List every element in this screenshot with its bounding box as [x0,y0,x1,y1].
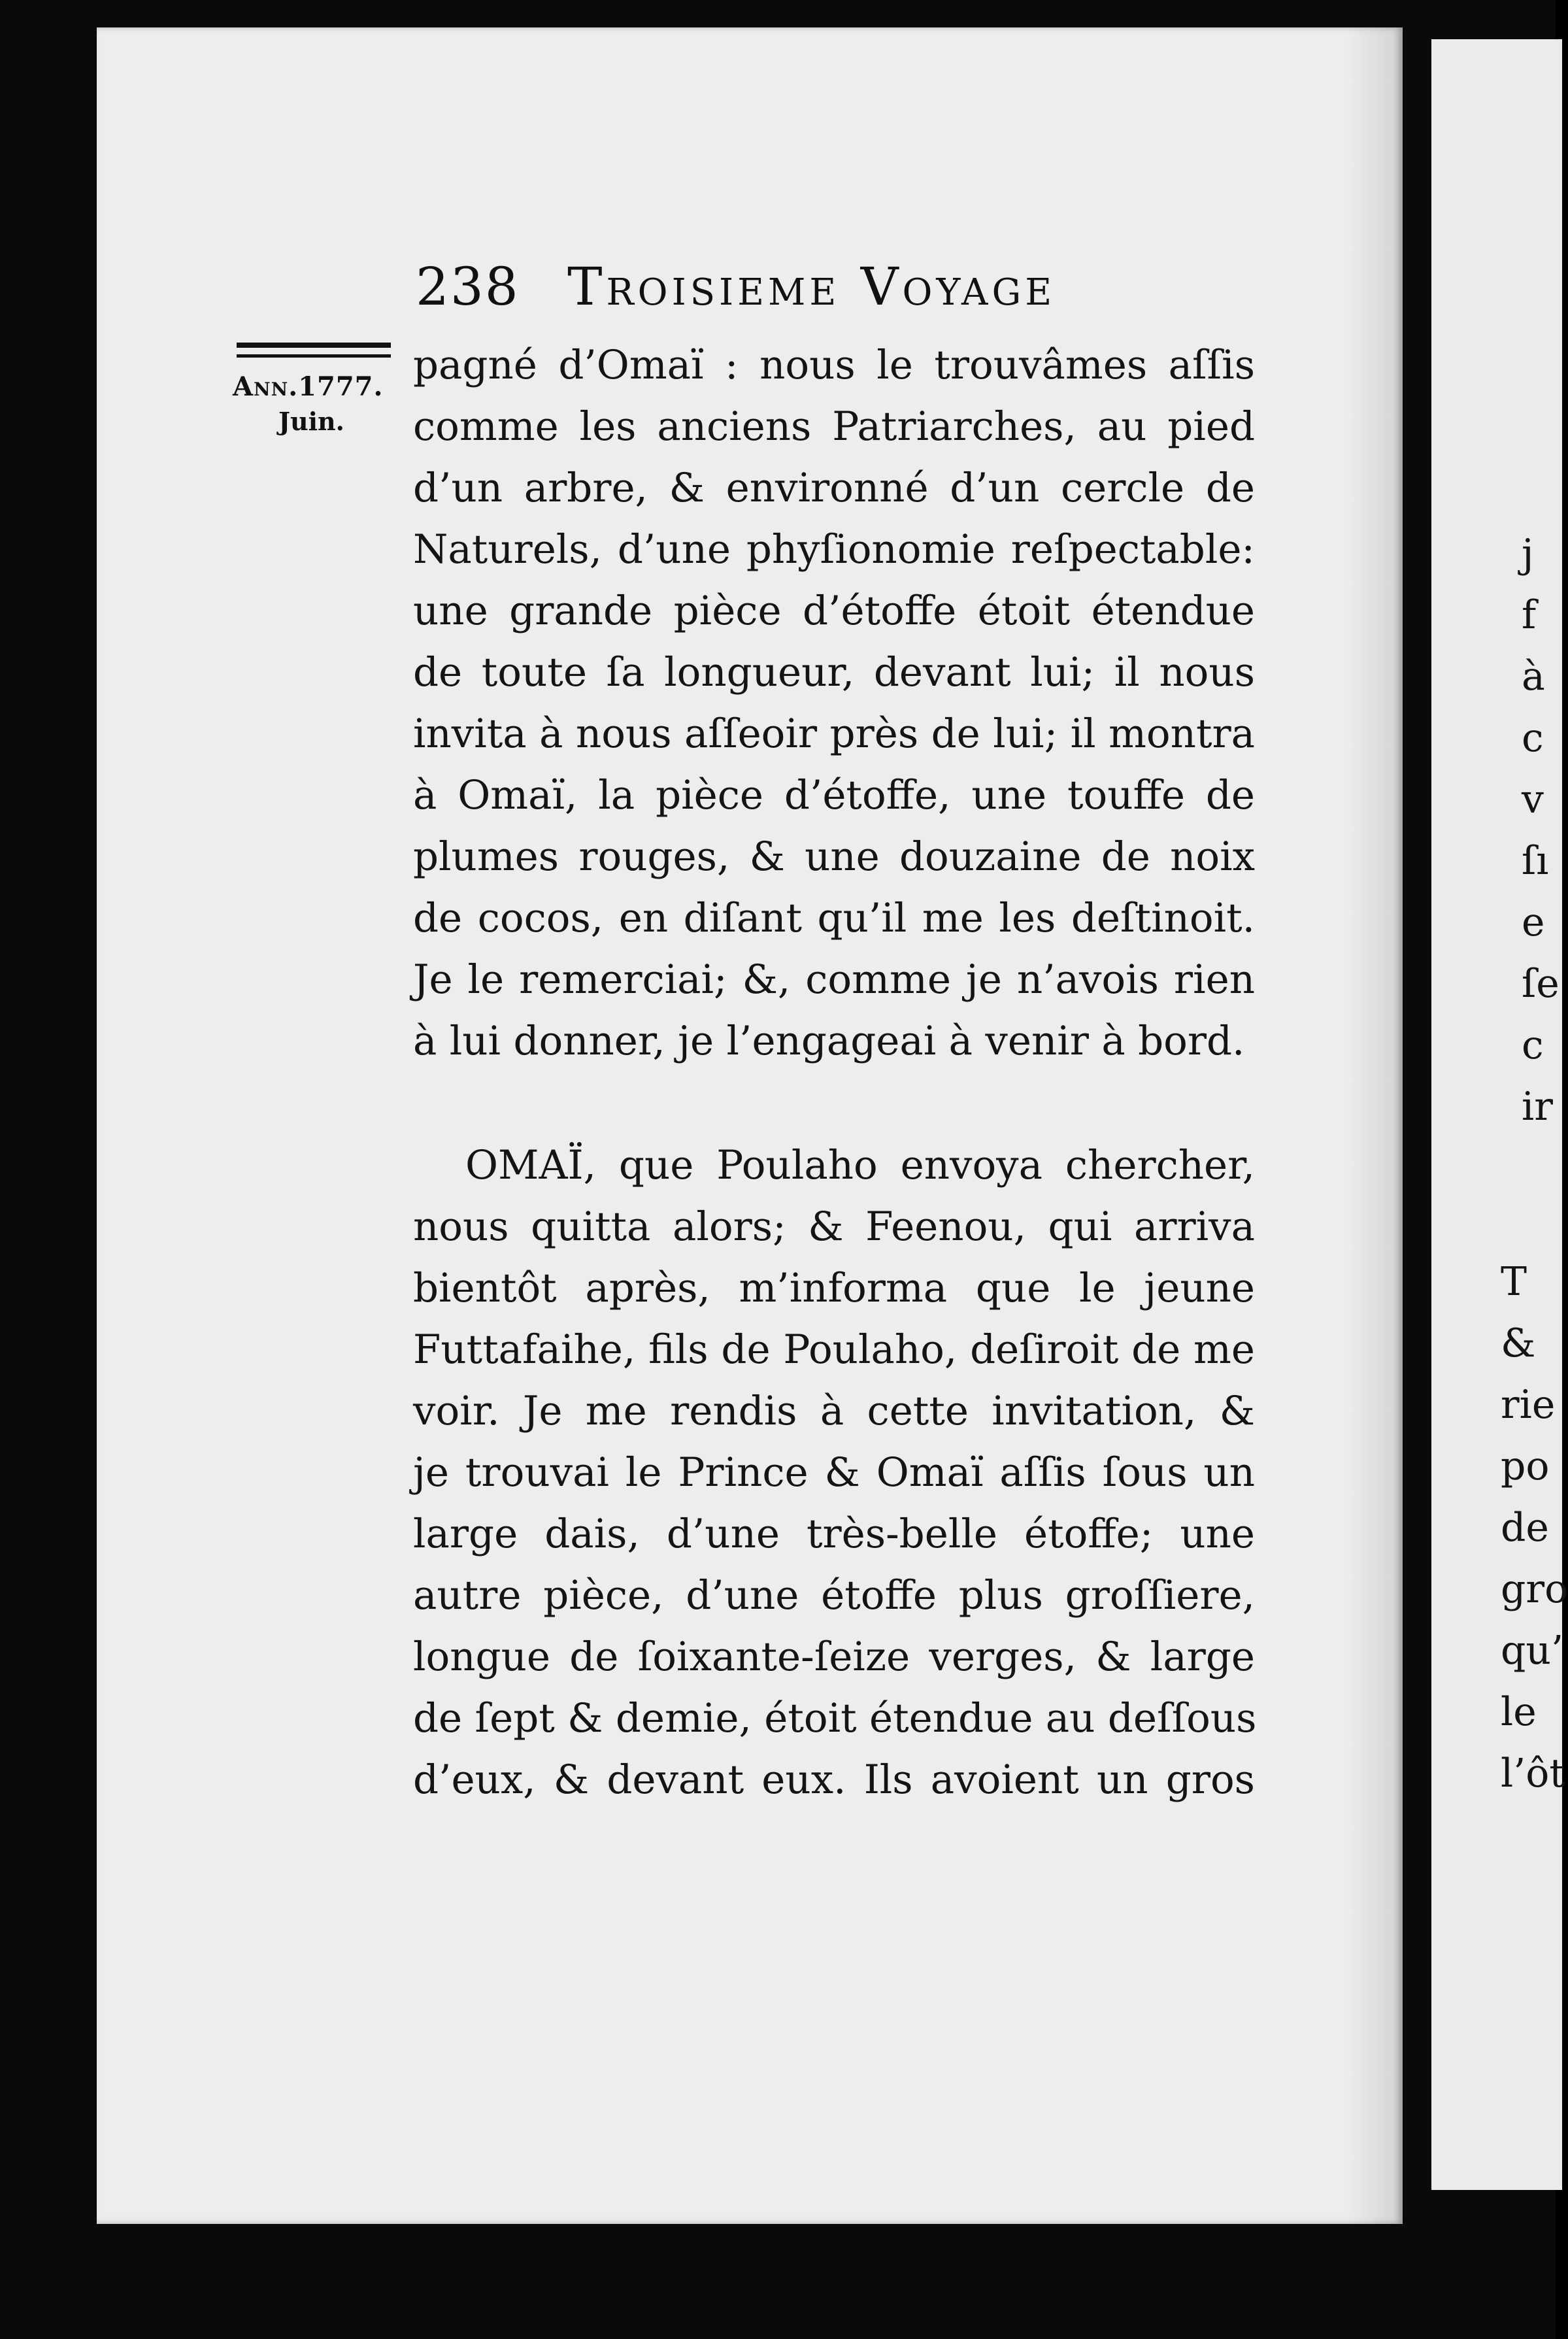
facing-fragment: rie [1501,1382,1556,1428]
text-line: d’un arbre, & environné d’un cercle de [413,465,1255,511]
facing-fragment: ir [1522,1084,1553,1130]
running-head [416,256,1148,328]
text-line: pagné d’Omaï : nous le trouvâmes aſſis [413,342,1255,388]
text-line: autre pièce, d’une étoffe plus groſſiere, [413,1572,1255,1619]
facing-fragment: c [1522,1022,1544,1068]
text-line: Je le remerciai; &, comme je n’avois rien [413,956,1255,1003]
text-line: nous quitta alors; & Feenou, qui arriva [413,1203,1255,1250]
text-line: longue de ſoixante-ſeize verges, & large [413,1634,1255,1680]
text-line: voir. Je me rendis à cette invitation, & [413,1388,1255,1434]
facing-fragment: l’ôt [1501,1751,1565,1796]
facing-fragment: le [1501,1689,1537,1735]
facing-fragment: po [1501,1443,1550,1489]
facing-fragment: à [1522,654,1545,699]
text-line: large dais, d’une très-belle étoffe; une [413,1511,1255,1557]
text-line: plumes rouges, & une douzaine de noix [413,833,1255,880]
text-line: d’eux, & devant eux. Ils avoient un gros [413,1757,1255,1803]
text-line: Futtafaihe, fils de Poulaho, deſiroit de me [413,1326,1255,1373]
facing-fragment: de [1501,1505,1549,1551]
facing-fragment: ſe [1522,961,1560,1007]
facing-fragment: ſı [1522,838,1549,884]
spine-shadow [1346,27,1405,2224]
text-line: invita à nous aſſeoir près de lui; il montra [413,711,1255,757]
facing-fragment: v [1522,777,1544,822]
margin-double-rule-top [237,343,391,348]
text-line: de cocos, en diſant qu’il me les deſtinoit. [413,895,1255,941]
margin-double-rule-bottom [237,354,391,358]
text-line: comme les anciens Patriarches, au pied [413,403,1255,450]
facing-fragment: qu’ [1501,1628,1564,1674]
text-line: de toute ſa longueur, devant lui; il nous [413,649,1255,696]
text-line: OMAÏ, que Poulaho envoya chercher, [465,1142,1255,1188]
facing-fragment: c [1522,715,1544,761]
text-line: je trouvai le Prince & Omaï aſſis ſous un [413,1449,1255,1496]
page-number: 238 [416,256,520,317]
facing-fragment: j [1522,531,1534,577]
paragraph-1 [413,335,1255,1072]
facing-fragment: & [1501,1321,1536,1366]
text-line: Naturels, d’une phyſionomie reſpectable: [413,526,1255,573]
text-line: bientôt après, m’informa que le jeune [413,1265,1255,1311]
running-head-title: Troisieme Voyage [567,256,1056,317]
facing-fragment: gro [1501,1566,1568,1612]
facing-fragment: T [1501,1259,1527,1305]
text-line: de ſept & demie, étoit étendue au deſſous [413,1695,1257,1742]
facing-fragment: e [1522,900,1545,945]
margin-note-year: Ann.1777. [233,371,384,402]
facing-fragment: f [1522,592,1537,638]
margin-note-month: Juin. [278,407,344,436]
text-line: à Omaï, la pièce d’étoffe, une touffe de [413,772,1255,818]
text-line: une grande pièce d’étoffe étoit étendue [413,588,1255,634]
text-line: à lui donner, je l’engageai à venir à bord. [413,1018,1245,1064]
paragraph-2 [413,1135,1255,1811]
